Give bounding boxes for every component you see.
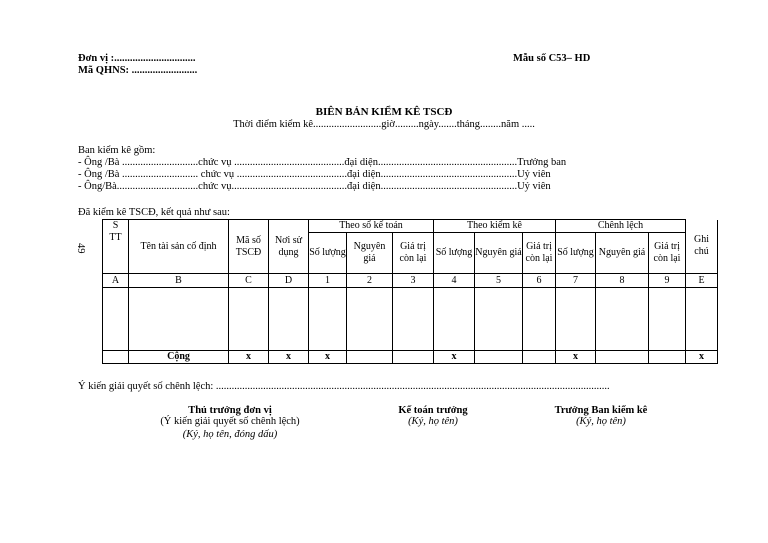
signature-accountant [363,405,503,427]
result-intro: Đã kiểm kê TSCĐ, kết quả như sau: [78,207,230,218]
total-cell: x [309,351,347,364]
total-cell [523,351,556,364]
code-cell: A [103,274,129,288]
total-cell [475,351,523,364]
code-cell: 8 [596,274,649,288]
total-cell: x [269,351,309,364]
total-cell [347,351,393,364]
unit-line: Đơn vị :............................... [78,53,196,64]
document-subtitle: Thời điểm kiểm kê..........................giờ.........ngày.......tháng........năm ..... [233,119,535,130]
committee-line: - Ông/Bà...............................chức vụ............................................đại diện....................................................Uỷ viên [78,181,551,192]
usage-place-header: Nơi sử dụng [269,220,309,274]
signature-chief [531,405,671,427]
inventory-table [102,219,718,364]
blank-data-row [103,288,718,351]
total-cell [649,351,686,364]
total-cell: x [556,351,596,364]
code-cell: 9 [649,274,686,288]
signature-instruction: (Ký, họ tên, đóng dấu) [182,429,278,440]
code-cell: 5 [475,274,523,288]
residual-header: Giá trị còn lại [393,233,434,274]
code-cell: 6 [523,274,556,288]
total-label: Cộng [129,351,229,364]
code-cell: 2 [347,274,393,288]
total-cell: x [229,351,269,364]
code-cell: E [686,274,718,288]
cost-header: Nguyên giá [347,233,393,274]
code-cell: 3 [393,274,434,288]
page-number: 49 [75,243,86,254]
code-cell: 1 [309,274,347,288]
note-header: Ghi chú [686,220,718,274]
residual-header: Giá trị còn lại [523,233,556,274]
group-books-header: Theo sổ kế toán [309,220,434,233]
committee-heading: Ban kiểm kê gồm: [78,145,156,156]
form-number: Mẫu số C53– HD [513,53,591,64]
signature-title: Trưởng Ban kiểm kê [554,405,648,416]
code-cell: B [129,274,229,288]
stt-header: S TT [103,220,129,274]
total-cell: x [434,351,475,364]
signature-title: Kế toán trưởng [398,405,468,416]
quantity-header: Số lượng [434,233,475,274]
signature-instruction: (Ký, họ tên) [576,416,626,427]
cost-header: Nguyên giá [475,233,523,274]
total-cell [596,351,649,364]
signature-title: Thủ trưởng đơn vị [188,405,272,416]
signature-head [130,405,330,440]
group-diff-header: Chênh lệch [556,220,686,233]
committee-line: - Ông /Bà ............................. chức vụ ..........................................đại diện....................................................Uỷ viên [78,169,551,180]
code-cell: 4 [434,274,475,288]
asset-code-header: Mã số TSCĐ [229,220,269,274]
code-cell: 7 [556,274,596,288]
cost-header: Nguyên giá [596,233,649,274]
quantity-header: Số lượng [309,233,347,274]
residual-header: Giá trị còn lại [649,233,686,274]
asset-name-header: Tên tài sản cố định [129,220,229,274]
opinion-line: Ý kiến giải quyết số chênh lệch: ...................................................................................................................................................... [78,381,610,392]
code-cell: D [269,274,309,288]
qhns-line: Mã QHNS: ......................... [78,65,198,76]
group-count-header: Theo kiểm kê [434,220,556,233]
code-cell: C [229,274,269,288]
total-cell: x [686,351,718,364]
committee-line: - Ông /Bà .............................chức vụ ..........................................đại diện.....................................................Trưởng ban [78,157,567,168]
total-row [103,351,718,364]
signature-instruction: (Ký, họ tên) [408,416,458,427]
quantity-header: Số lượng [556,233,596,274]
total-cell [103,351,129,364]
total-cell [393,351,434,364]
document-title: BIÊN BẢN KIỂM KÊ TSCĐ [315,106,453,118]
signature-note: (Ý kiến giải quyết số chênh lệch) [160,416,300,427]
